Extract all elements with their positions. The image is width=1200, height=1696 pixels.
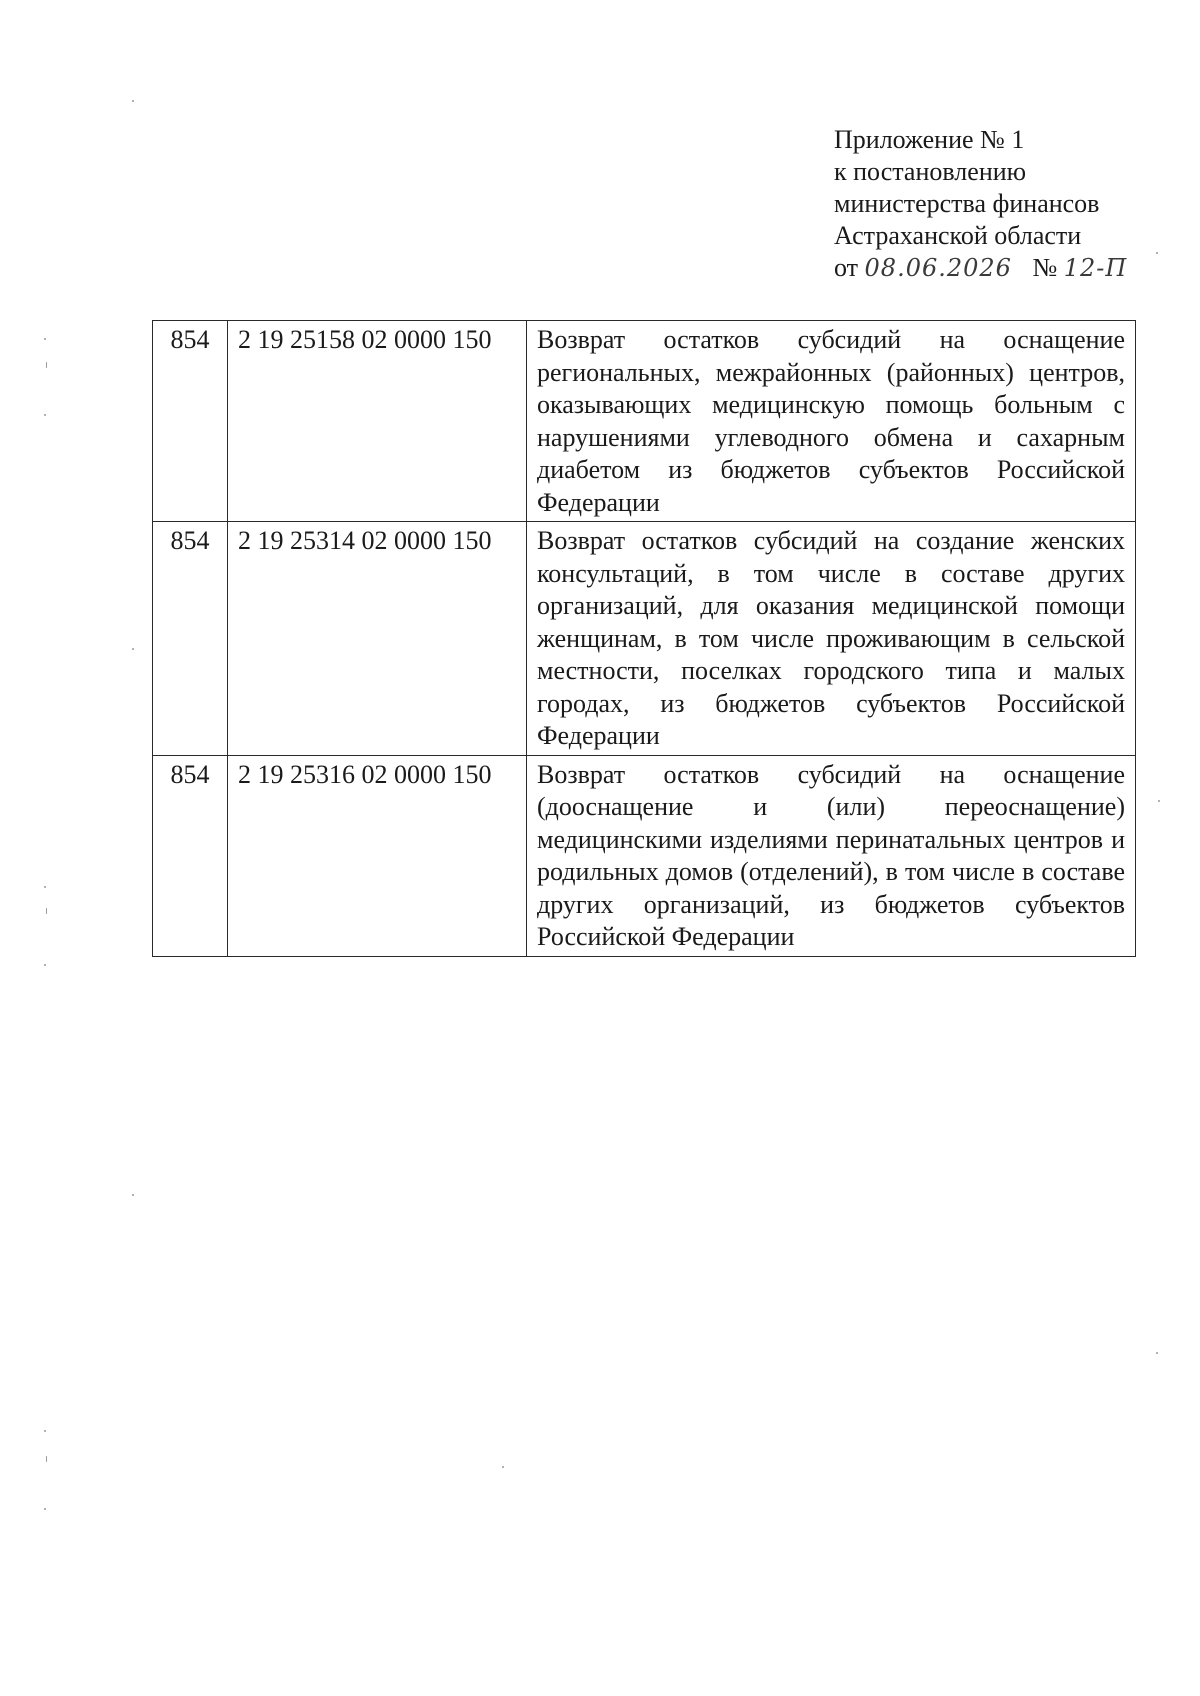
admin-code-cell: 854 <box>153 522 228 756</box>
scan-speck <box>44 338 46 340</box>
appendix-date-line <box>834 252 1164 284</box>
scan-speck <box>46 362 47 368</box>
budget-code-cell: 2 19 25314 02 0000 150 <box>228 522 527 756</box>
table-row <box>153 321 1136 522</box>
scan-speck <box>44 886 46 888</box>
date-prefix: от <box>834 253 859 282</box>
scan-speck <box>502 1466 504 1468</box>
appendix-line-ministry: министерства финансов <box>834 189 1100 218</box>
scan-speck <box>1158 800 1160 802</box>
appendix-title: Приложение № 1 <box>834 125 1025 154</box>
budget-code-cell: 2 19 25158 02 0000 150 <box>228 321 527 522</box>
number-prefix: № <box>1032 253 1058 282</box>
appendix-line-resolution: к постановлению <box>834 157 1027 186</box>
scan-speck <box>44 964 46 966</box>
scan-speck <box>46 908 47 914</box>
scan-speck <box>132 1194 134 1196</box>
scan-speck <box>46 1456 47 1462</box>
description-cell: Возврат остатков субсидий на создание женских консультаций, в том числе в составе других организаций, для оказания медицинской помощи женщинам, в том числе проживающим в сельской местности, поселках городского типа и малых городах, из бюджетов субъектов Российской Федерации <box>527 522 1136 756</box>
description-cell: Возврат остатков субсидий на оснащение (дооснащение и (или) переоснащение) медицинскими изделиями перинатальных центров и родильных домов (отделений), в том числе в составе других организаций, из бюджетов субъектов Российской Федерации <box>527 755 1136 956</box>
handwritten-number: 12-П <box>1063 254 1128 282</box>
handwritten-date: 08.06.2026 <box>864 254 1012 282</box>
description-cell: Возврат остатков субсидий на оснащение региональных, межрайонных (районных) центров, оказывающих медицинскую помощь больным с нарушениями углеводного обмена и сахарным диабетом из бюджетов субъектов Российской Федерации <box>527 321 1136 522</box>
scan-speck <box>44 1430 46 1432</box>
budget-code-cell: 2 19 25316 02 0000 150 <box>228 755 527 956</box>
scan-speck <box>1156 252 1158 254</box>
scan-speck <box>132 648 134 650</box>
table-row <box>153 755 1136 956</box>
admin-code-cell: 854 <box>153 755 228 956</box>
table-row <box>153 522 1136 756</box>
scan-speck <box>44 1508 46 1510</box>
appendix-header <box>834 124 1164 284</box>
appendix-line-region: Астраханской области <box>834 221 1082 250</box>
scan-speck <box>132 100 134 102</box>
budget-codes-table <box>152 320 1136 957</box>
scan-speck <box>1156 1352 1158 1354</box>
scan-speck <box>44 414 46 416</box>
admin-code-cell: 854 <box>153 321 228 522</box>
